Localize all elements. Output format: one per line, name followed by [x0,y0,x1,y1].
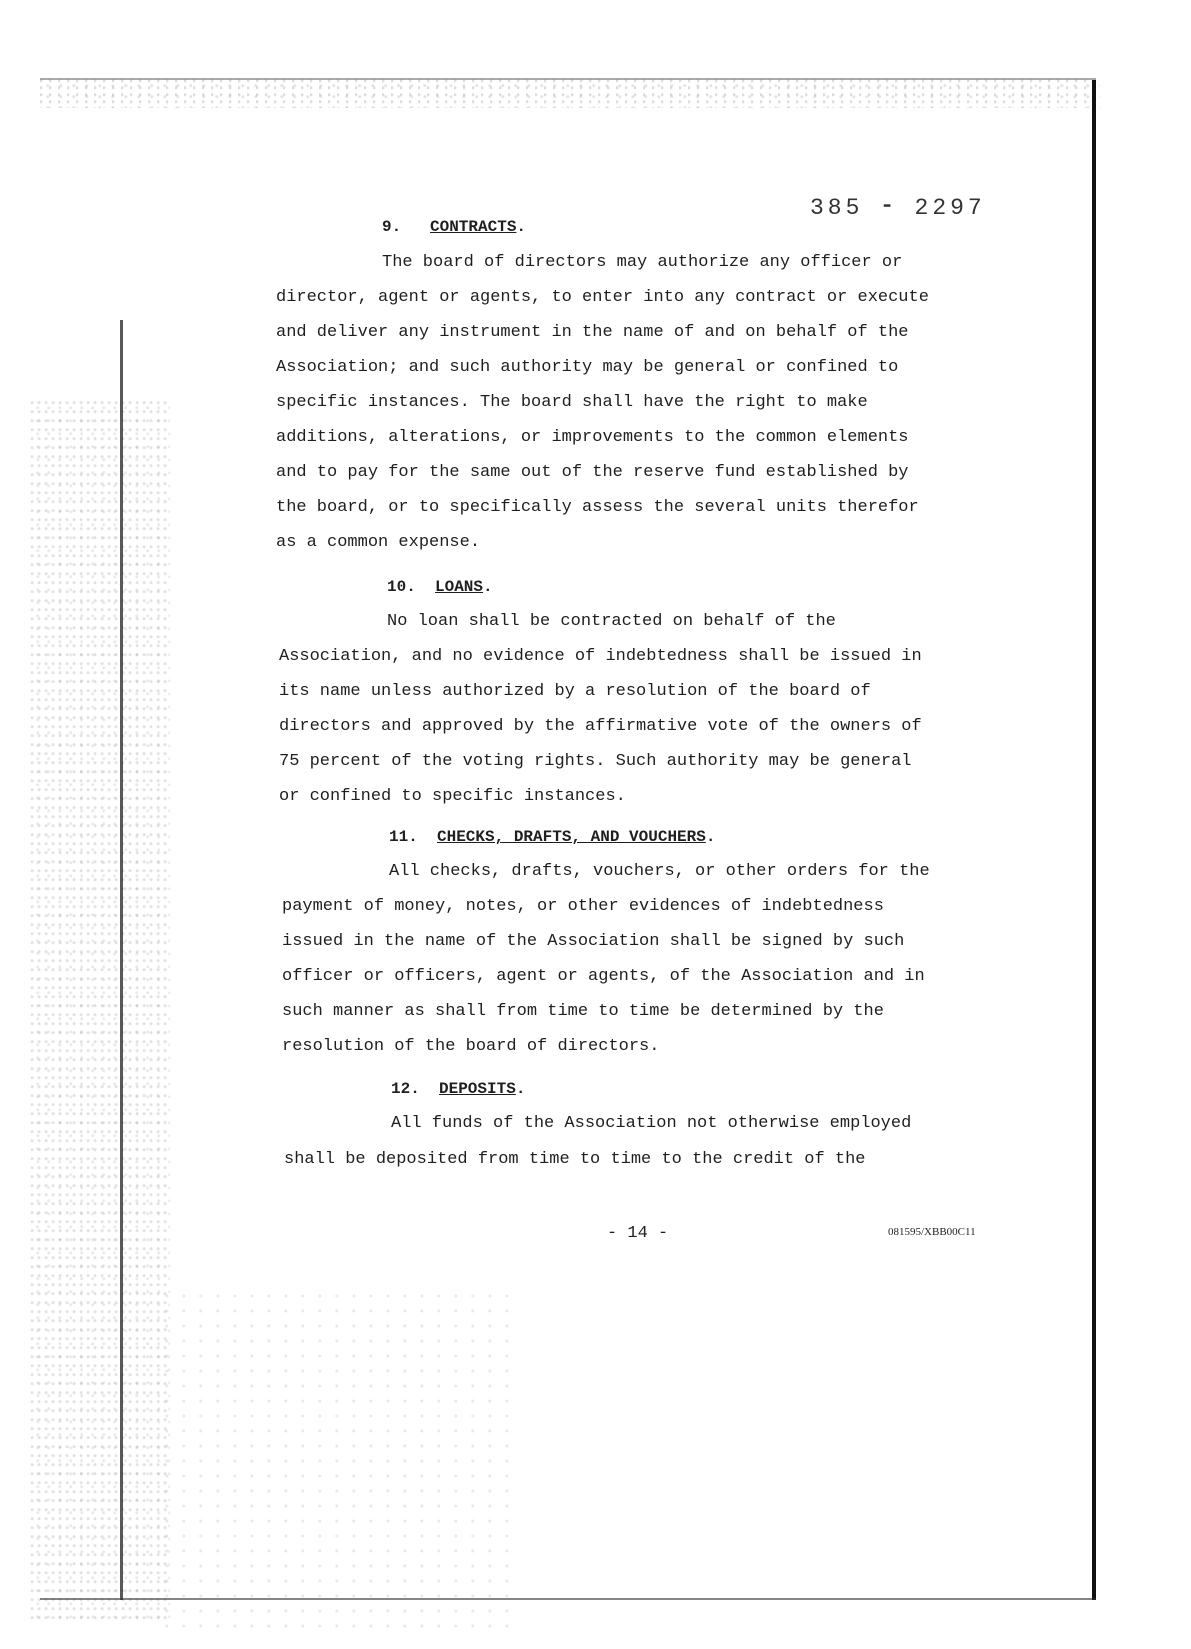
section-heading [391,1080,525,1098]
section-number: 9. [382,218,402,236]
section-title-suffix: . [515,1080,526,1098]
section-heading [382,218,526,236]
section-title: DEPOSITS [439,1080,516,1098]
paragraph-line: shall be deposited from time to time to the credit of the [284,1150,866,1169]
paragraph-line: and deliver any instrument in the name of and on behalf of the [276,323,909,342]
paragraph-line: director, agent or agents, to enter into any contract or execute [276,288,929,307]
paragraph-line: All funds of the Association not otherwise employed [391,1114,912,1133]
paragraph-line: Association, and no evidence of indebtedness shall be issued in [279,647,922,666]
section-title-suffix: . [516,218,527,236]
paragraph-line: and to pay for the same out of the reserve fund established by [276,463,909,482]
document-code: 081595/XBB00C11 [888,1226,976,1238]
page-edge-right [1092,80,1096,1600]
paragraph-line: additions, alterations, or improvements to the common elements [276,428,909,447]
section-heading [387,578,493,596]
section-title: CHECKS, DRAFTS, AND VOUCHERS [437,828,706,846]
section-title: CONTRACTS [430,218,517,236]
section-heading [389,828,715,846]
scan-noise-top [40,78,1100,108]
book-page-stamp: 385 ⁃ 2297 [810,195,986,221]
paragraph-line: 75 percent of the voting rights. Such authority may be general [279,752,912,771]
section-number: 12. [391,1080,420,1098]
section-title-suffix: . [483,578,493,596]
scan-noise-left [30,400,170,1620]
page-edge-left [120,320,123,1600]
paragraph-line: or confined to specific instances. [279,787,626,806]
paragraph-line: directors and approved by the affirmative vote of the owners of [279,717,922,736]
paragraph-line: issued in the name of the Association shall be signed by such [282,932,905,951]
page-edge-top [40,78,1096,80]
paragraph-line: the board, or to specifically assess the several units therefor [276,498,919,517]
paragraph-line: All checks, drafts, vouchers, or other orders for the [389,862,930,881]
page-edge-bottom [40,1598,1096,1600]
paragraph-line: payment of money, notes, or other evidences of indebtedness [282,897,884,916]
section-title: LOANS [435,578,484,596]
section-number: 11. [389,828,418,846]
scan-noise-bottom [160,1290,520,1630]
paragraph-line: No loan shall be contracted on behalf of the [387,612,836,631]
section-number: 10. [387,578,416,596]
paragraph-line: its name unless authorized by a resolution of the board of [279,682,871,701]
paragraph-line: specific instances. The board shall have the right to make [276,393,868,412]
page-number: - 14 - [607,1224,669,1243]
paragraph-line: such manner as shall from time to time be determined by the [282,1002,884,1021]
section-title-suffix: . [705,828,716,846]
paragraph-line: The board of directors may authorize any officer or [382,253,903,272]
paragraph-line: officer or officers, agent or agents, of the Association and in [282,967,925,986]
paragraph-line: resolution of the board of directors. [282,1037,660,1056]
paragraph-line: Association; and such authority may be general or confined to [276,358,899,377]
paragraph-line: as a common expense. [276,533,481,552]
